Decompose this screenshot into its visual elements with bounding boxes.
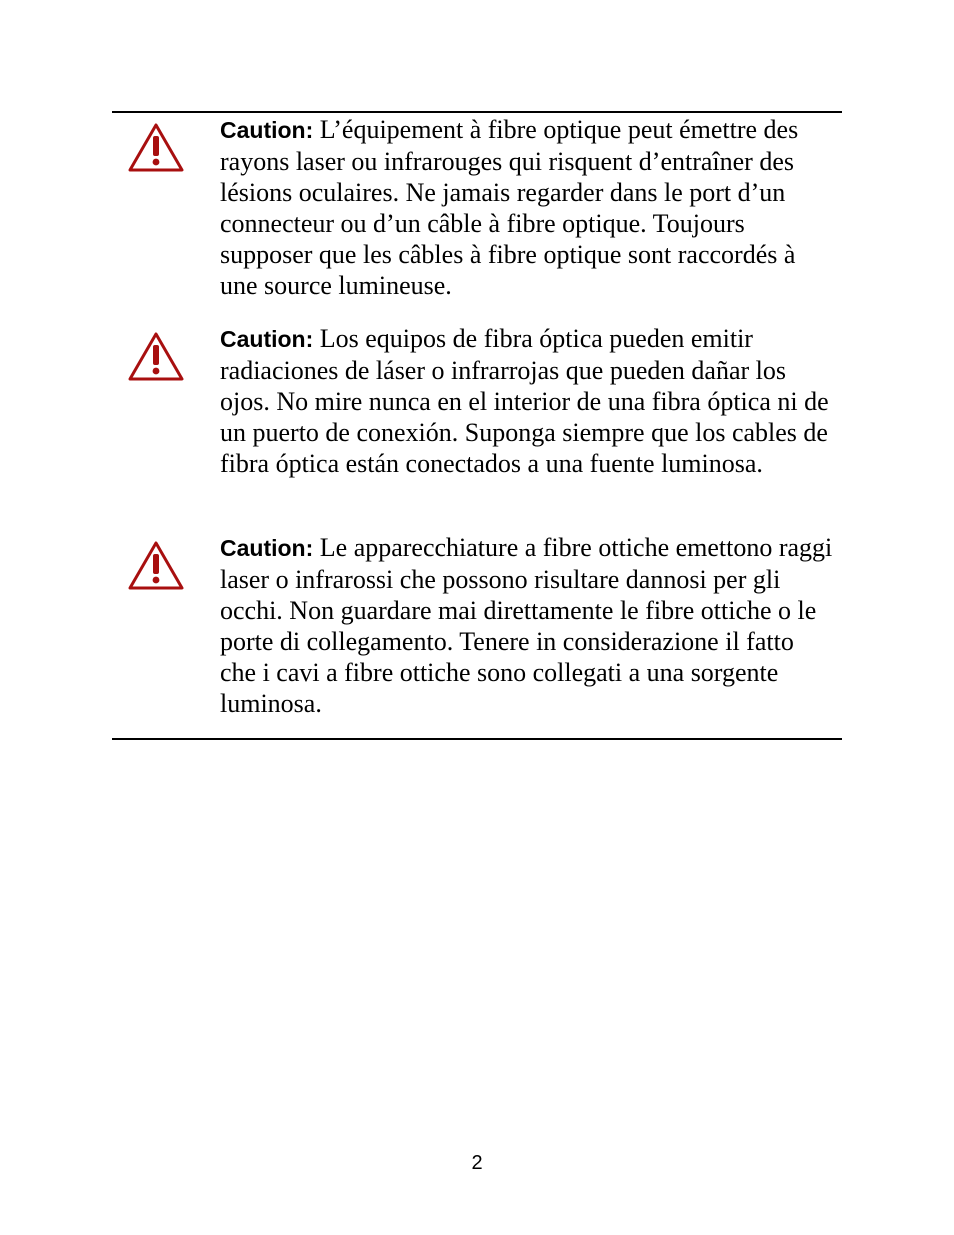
warning-triangle-icon: [127, 331, 185, 382]
caution-body: Le apparecchiature a fibre ottiche emettono raggi laser o infrarossi che possono risultare dannosi per gli occhi. Non guardare mai direttamente le fibre ottiche o le porte di collegamento. Tenere in considerazione il fatto che i cavi a fibre ottiche sono collegati a una sorgente luminosa.: [220, 533, 833, 718]
top-rule: [112, 111, 842, 113]
bottom-rule: [112, 738, 842, 740]
caution-text: [220, 114, 835, 301]
warning-triangle-icon: [127, 540, 185, 591]
caution-body: Los equipos de fibra óptica pueden emitir radiaciones de láser o infrarrojas que pueden dañar los ojos. No mire nunca en el interior de una fibra óptica ni de un puerto de conexión. Suponga siempre que los cables de fibra óptica están conectados a una fuente luminosa.: [220, 324, 829, 478]
caution-text: [220, 532, 835, 719]
warning-triangle-icon: [127, 122, 185, 173]
caution-body: L’équipement à fibre optique peut émettre des rayons laser ou infrarouges qui risquent d’entraîner des lésions oculaires. Ne jamais regarder dans le port d’un connecteur ou d’un câble à fibre optique. Toujours supposer que les câbles à fibre optique sont raccordés à une source lumineuse.: [220, 115, 799, 300]
caution-label: Caution:: [220, 326, 314, 352]
caution-text: [220, 323, 835, 479]
page-number: 2: [471, 1152, 483, 1174]
caution-label: Caution:: [220, 117, 314, 143]
caution-label: Caution:: [220, 535, 314, 561]
